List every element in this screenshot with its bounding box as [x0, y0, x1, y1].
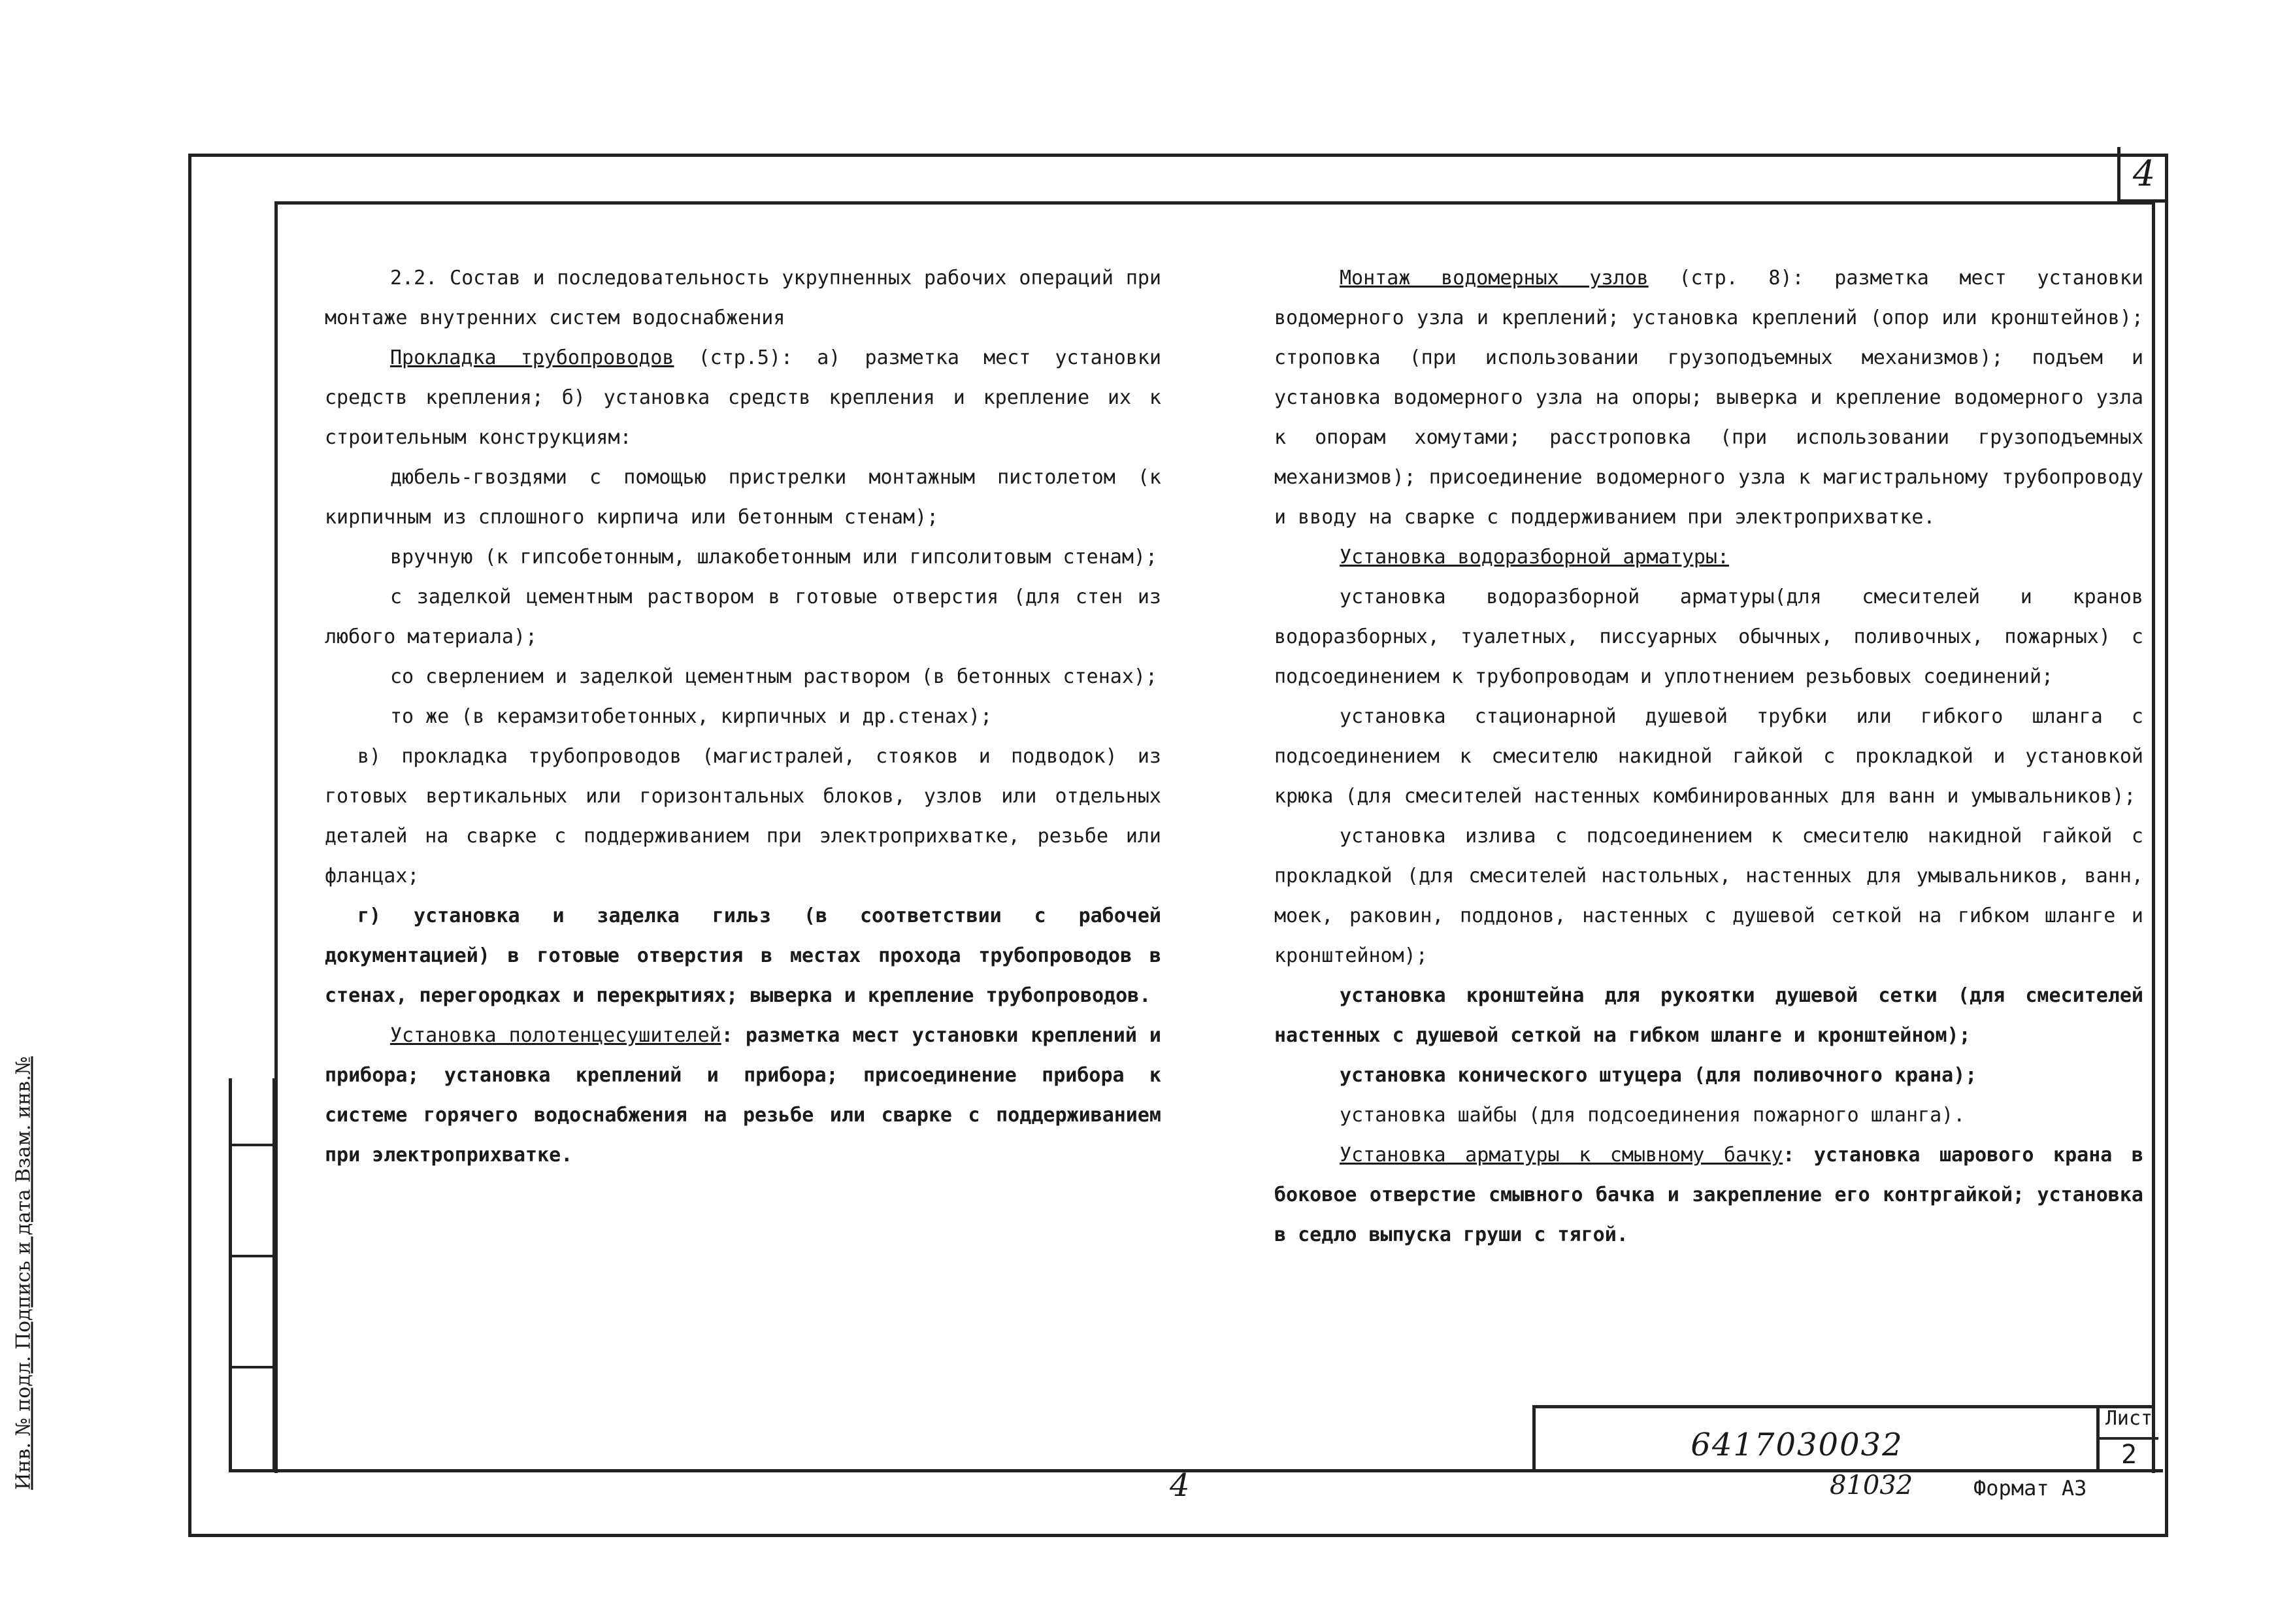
side-stamp-divider — [232, 1144, 272, 1146]
fastening-item: то же (в керамзитобетонных, кирпичных и др.стенах); — [390, 705, 993, 728]
page-mark: 4 — [2117, 147, 2168, 203]
document-code: 6417030032 — [1691, 1427, 1904, 1463]
fastening-item: дюбель-гвоздями с помощью пристрелки монтажным пистолетом (к кирпичным из сплошного кирпича или бетонным стенам); — [325, 466, 1161, 529]
flush-tank-text: : установка шарового крана в боковое отверстие смывного бачка и закрепление его контргайкой; установка в седло выпуска груши с тягой. — [1274, 1144, 2143, 1246]
fittings-item: установка конического штуцера (для поливочного крана); — [1340, 1064, 1977, 1087]
meter-unit-paragraph — [1274, 258, 2143, 537]
footer-format: Формат А3 — [1973, 1476, 2087, 1500]
fittings-item: установка водоразборной арматуры(для смесителей и кранов водоразборных, туалетных, писсуарных обычных, поливочных, пожарных) с подсоединением к трубопроводам и уплотнением резьбовых соединений; — [1274, 586, 2143, 688]
fittings-title: Установка водоразборной арматуры: — [1340, 546, 1730, 569]
left-column — [325, 258, 1161, 1175]
footer-page-number: 4 — [1170, 1467, 1190, 1504]
fittings-item: установка излива с подсоединением к смесителю накидной гайкой с прокладкой (для смесителей настольных, настенных для умывальников, ванн, моек, раковин, поддонов, настенных с душевой сеткой на гибком шланге и кронштейном); — [1274, 825, 2143, 967]
pipe-laying-ref: (стр.5): — [674, 346, 793, 369]
flush-tank-title: Установка арматуры к смывному бачку — [1340, 1144, 1783, 1167]
side-stamp-divider — [232, 1255, 272, 1257]
flush-tank-paragraph — [1274, 1135, 2143, 1255]
fittings-item: установка шайбы (для подсоединения пожарного шланга). — [1340, 1104, 1966, 1127]
meter-unit-text: (стр. 8): разметка мест установки водомерного узла и креплений; установка креплений (опор или кронштейнов); строповка (при использовании грузоподъемных механизмов); подъем и установка водомерного узла на опоры; выверка и крепление водомерного узла к опорам хомутами; расстроповка (при использовании грузоподъемных механизмов); присоединение водомерного узла к магистральному трубопроводу и вводу на сварке с поддерживанием при электроприхватке. — [1274, 267, 2143, 529]
footer-code: 81032 — [1830, 1470, 1913, 1500]
fastening-item: со сверлением и заделкой цементным раствором (в бетонных стенах); — [390, 665, 1157, 688]
fastening-item: вручную (к гипсобетонным, шлакобетонным или гипсолитовым стенам); — [390, 546, 1157, 569]
pipe-laying-paragraph — [325, 338, 1161, 457]
pipe-laying-text: а) разметка мест установки средств крепления; б) установка средств крепления и крепление их к строительным конструкциям: — [325, 346, 1161, 449]
side-stamp-divider — [232, 1366, 272, 1368]
sheet-label: Лист — [2105, 1407, 2153, 1430]
item-g-paragraph: г) установка и заделка гильз (в соответствии с рабочей документацией) в готовые отверстия в местах прохода трубопроводов в стенах, перегородках и перекрытиях; выверка и крепление трубопроводов. — [325, 904, 1161, 1007]
fittings-item: установка стационарной душевой трубки или гибкого шланга с подсоединением к смесителю накидной гайкой с прокладкой и установкой крюка (для смесителей настенных комбинированных для ванн и умывальников); — [1274, 705, 2143, 808]
sheet-number: 2 — [2120, 1440, 2137, 1470]
towel-dryer-text: : разметка мест установки креплений и прибора; установка креплений и прибора; присоединение прибора к системе горячего водоснабжения на резьбе или сварке с поддерживанием при электроприхватке. — [325, 1024, 1161, 1167]
side-stamp-strip — [229, 1078, 276, 1470]
side-stamp-text: Инв. № подл. Подпись и дата Взам. инв.№ — [12, 1056, 35, 1490]
pipe-laying-title: Прокладка трубопроводов — [390, 346, 674, 369]
section-heading: 2.2. Состав и последовательность укрупненных рабочих операций при монтаже внутренних систем водоснабжения — [325, 267, 1161, 329]
fastening-item: с заделкой цементным раствором в готовые отверстия (для стен из любого материала); — [325, 586, 1161, 648]
item-v-paragraph: в) прокладка трубопроводов (магистралей, стояков и подводок) из готовых вертикальных или горизонтальных блоков, узлов или отдельных деталей на сварке с поддерживанием при электроприхватке, резьбе или фланцах; — [325, 745, 1161, 887]
title-block — [1532, 1405, 2155, 1469]
fittings-item: установка кронштейна для рукоятки душевой сетки (для смесителей настенных с душевой сеткой на гибком шланге и кронштейном); — [1274, 984, 2143, 1047]
towel-dryer-title: Установка полотенцесушителей — [390, 1024, 721, 1047]
right-column — [1274, 258, 2143, 1255]
meter-unit-title: Монтаж водомерных узлов — [1340, 267, 1649, 290]
towel-dryer-paragraph — [325, 1016, 1161, 1175]
